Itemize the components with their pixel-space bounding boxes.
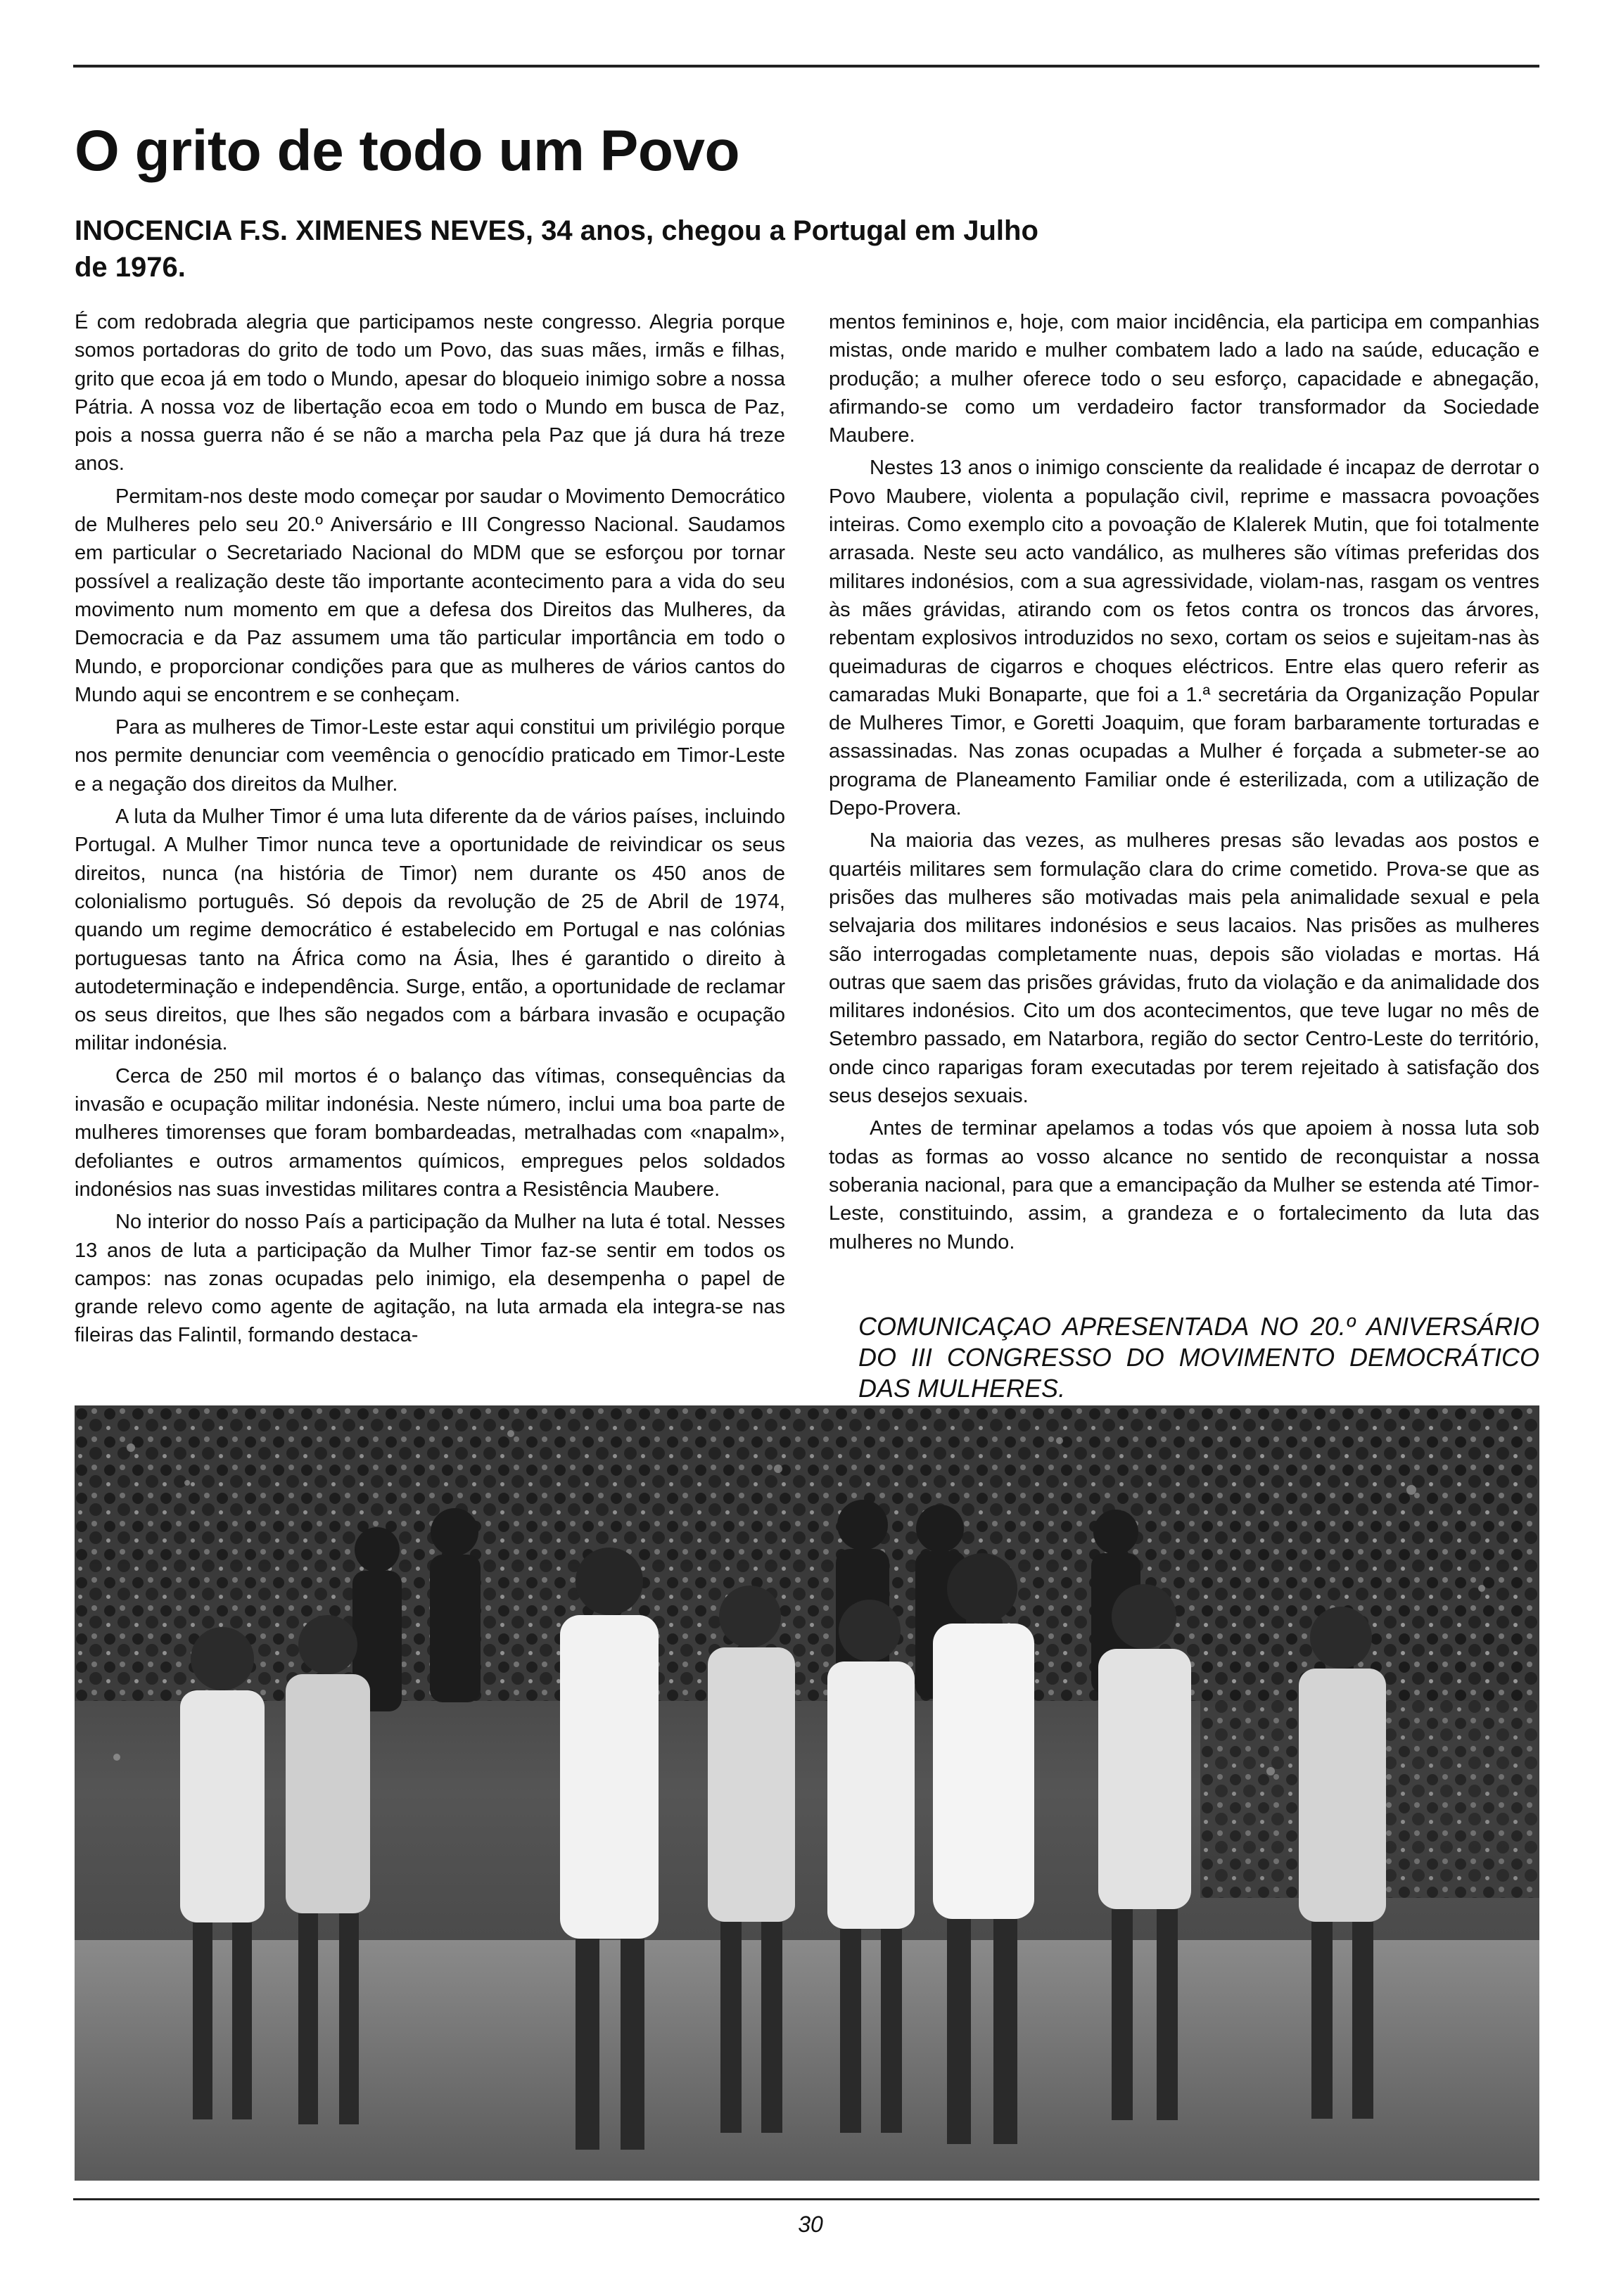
paragraph: Na maioria das vezes, as mulheres presas são levadas aos postos e quartéis militares sem formulação clara do crime cometido. Prova-se que as prisões das mulheres são motivadas mais pela animalidade sexual e pela selvajaria dos militares indonésios e seus lacaios. Nas prisões as mulheres são interrogadas completamente nuas, depois são violadas e mortas. Há outras que saem das prisões grávidas, fruto da violação e da animalidade dos militares indonésios. Cito um dos acontecimentos, que teve lugar no mês de Setembro passado, em Natarbora, região do sector Centro-Leste do território, onde cinco raparigas foram executadas por terem rejeitado à satisfação dos seus desejos sexuais. — [829, 829, 1539, 1108]
article-subtitle: INOCENCIA F.S. XIMENES NEVES, 34 anos, chegou a Portugal em Julho de 1976. — [75, 215, 1038, 283]
paragraph: mentos femininos e, hoje, com maior incidência, ela participa em companhias mistas, onde marido e mulher combatem lado a lado na saúde, educação e produção; a mulher oferece todo o seu esforço, capacidade e abnegação, afirmando-se como um verdadeiro factor transformador da Sociedade Maubere. — [829, 311, 1539, 447]
paragraph: Antes de terminar apelamos a todas vós que apoiem à nossa luta sob todas as formas ao vosso alcance no sentido de reconquistar a nossa soberania nacional, para que a emancipação da Mulher se estenda até Timor-Leste, constituindo, assim, a grandeza e o fortalecimento da luta das mulheres no Mundo. — [829, 1117, 1539, 1254]
article-title: O grito de todo um Povo — [75, 119, 740, 183]
paragraph: Para as mulheres de Timor-Leste estar aqui constitui um privilégio porque nos permite denunciar com veemência o genocídio praticado em Timor-Leste e a negação dos direitos da Mulher. — [75, 716, 785, 796]
photo-image — [75, 1405, 1539, 2181]
paragraph: Nestes 13 anos o inimigo consciente da realidade é incapaz de derrotar o Povo Maubere, violenta a população civil, reprime e massacra povoações inteiras. Como exemplo cito a povoação de Klalerek Mutin, que foi totalmente arrasada. Neste seu acto vandálico, as mulheres são vítimas preferidas dos militares indonésios, com a sua agressividade, violam-nas, rasgam os ventres às mães grávidas, atirando com os fetos contra os troncos das árvores, rebentam explosivos introduzidos no sexo, cortam os seios e sujeitam-nas às queimaduras de cigarros e choques eléctricos. Entre elas quero referir as camaradas Muki Bonaparte, que foi a 1.ª secretária da Organização Popular de Mulheres Timor, e Goretti Joaquim, que foram barbaramente torturadas e assassinadas. Nas zonas ocupadas a Mulher é forçada a submeter-se ao programa de Planeamento Familiar onde é esterilizada, com a utilização de Depo-Provera. — [829, 457, 1539, 820]
paragraph: A luta da Mulher Timor é uma luta diferente da de vários países, incluindo Portugal. A Mulher Timor nunca teve a oportunidade de reivindicar os seus direitos, nunca (na história de Timor) nem durante os 450 anos de colonialismo português. Só depois da revolução de 25 de Abril de 1974, quando um regime democrático é estabelecido em Portugal e nas colónias portuguesas tanto na África como na Ásia, lhes é garantido o direito à autodeterminação e independência. Surge, então, a oportunidade de reclamar os seus direitos, que lhes são negados com a bárbara invasão e ocupação militar indonésia. — [75, 805, 785, 1055]
paragraph: No interior do nosso País a participação da Mulher na luta é total. Nesses 13 anos de luta a participação da Mulher Timor faz-se sentir em todos os campos: nas zonas ocupadas pelo inimigo, ela desempenha o papel de grande relevo como agente de agitação, na luta armada ela integra-se nas fileiras das Falintil, formando destaca- — [75, 1211, 785, 1347]
paragraph: Permitam-nos deste modo começar por saudar o Movimento Democrático de Mulheres pelo seu 20.º Aniversário e III Congresso Nacional. Saudamos em particular o Secretariado Nacional do MDM que se esforçou por tornar possível a realização deste tão importante acontecimento para a vida do seu movimento num momento em que a defesa dos Direitos das Mulheres, da Democracia e da Paz assumem uma tão particular importância em todo o Mundo, e proporcionar condições para que as mulheres de vários cantos do Mundo aqui se encontrem e se conheçam. — [75, 485, 785, 706]
group-photo — [75, 1405, 1539, 2181]
paragraph: Cerca de 250 mil mortos é o balanço das vítimas, consequências da invasão e ocupação militar indonésia. Neste número, inclui uma boa parte de mulheres timorenses que foram bombardeadas, metralhadas com «napalm», defoliantes e outros armamentos químicos, empregues pelos soldados indonésios nas suas investidas militares contra a Resistência Maubere. — [75, 1064, 785, 1201]
top-rule — [73, 65, 1539, 68]
left-column — [75, 308, 785, 1354]
presentation-note: COMUNICAÇAO APRESENTADA NO 20.º ANIVERSÁRIO DO III CONGRESSO DO MOVIMENTO DEMOCRÁTICO DAS MULHERES. — [858, 1312, 1539, 1403]
page-number: 30 — [798, 2212, 823, 2237]
paragraph: É com redobrada alegria que participamos neste congresso. Alegria porque somos portadoras do grito de todo um Povo, das suas mães, irmãs e filhas, grito que ecoa já em todo o Mundo, apesar do bloqueio inimigo sobre a nossa Pátria. A nossa voz de libertação ecoa em todo o Mundo em busca de Paz, pois a nossa guerra não é se não a marcha pela Paz que já dura há treze anos. — [75, 311, 785, 476]
bottom-rule — [73, 2198, 1539, 2200]
right-column — [829, 308, 1539, 1261]
